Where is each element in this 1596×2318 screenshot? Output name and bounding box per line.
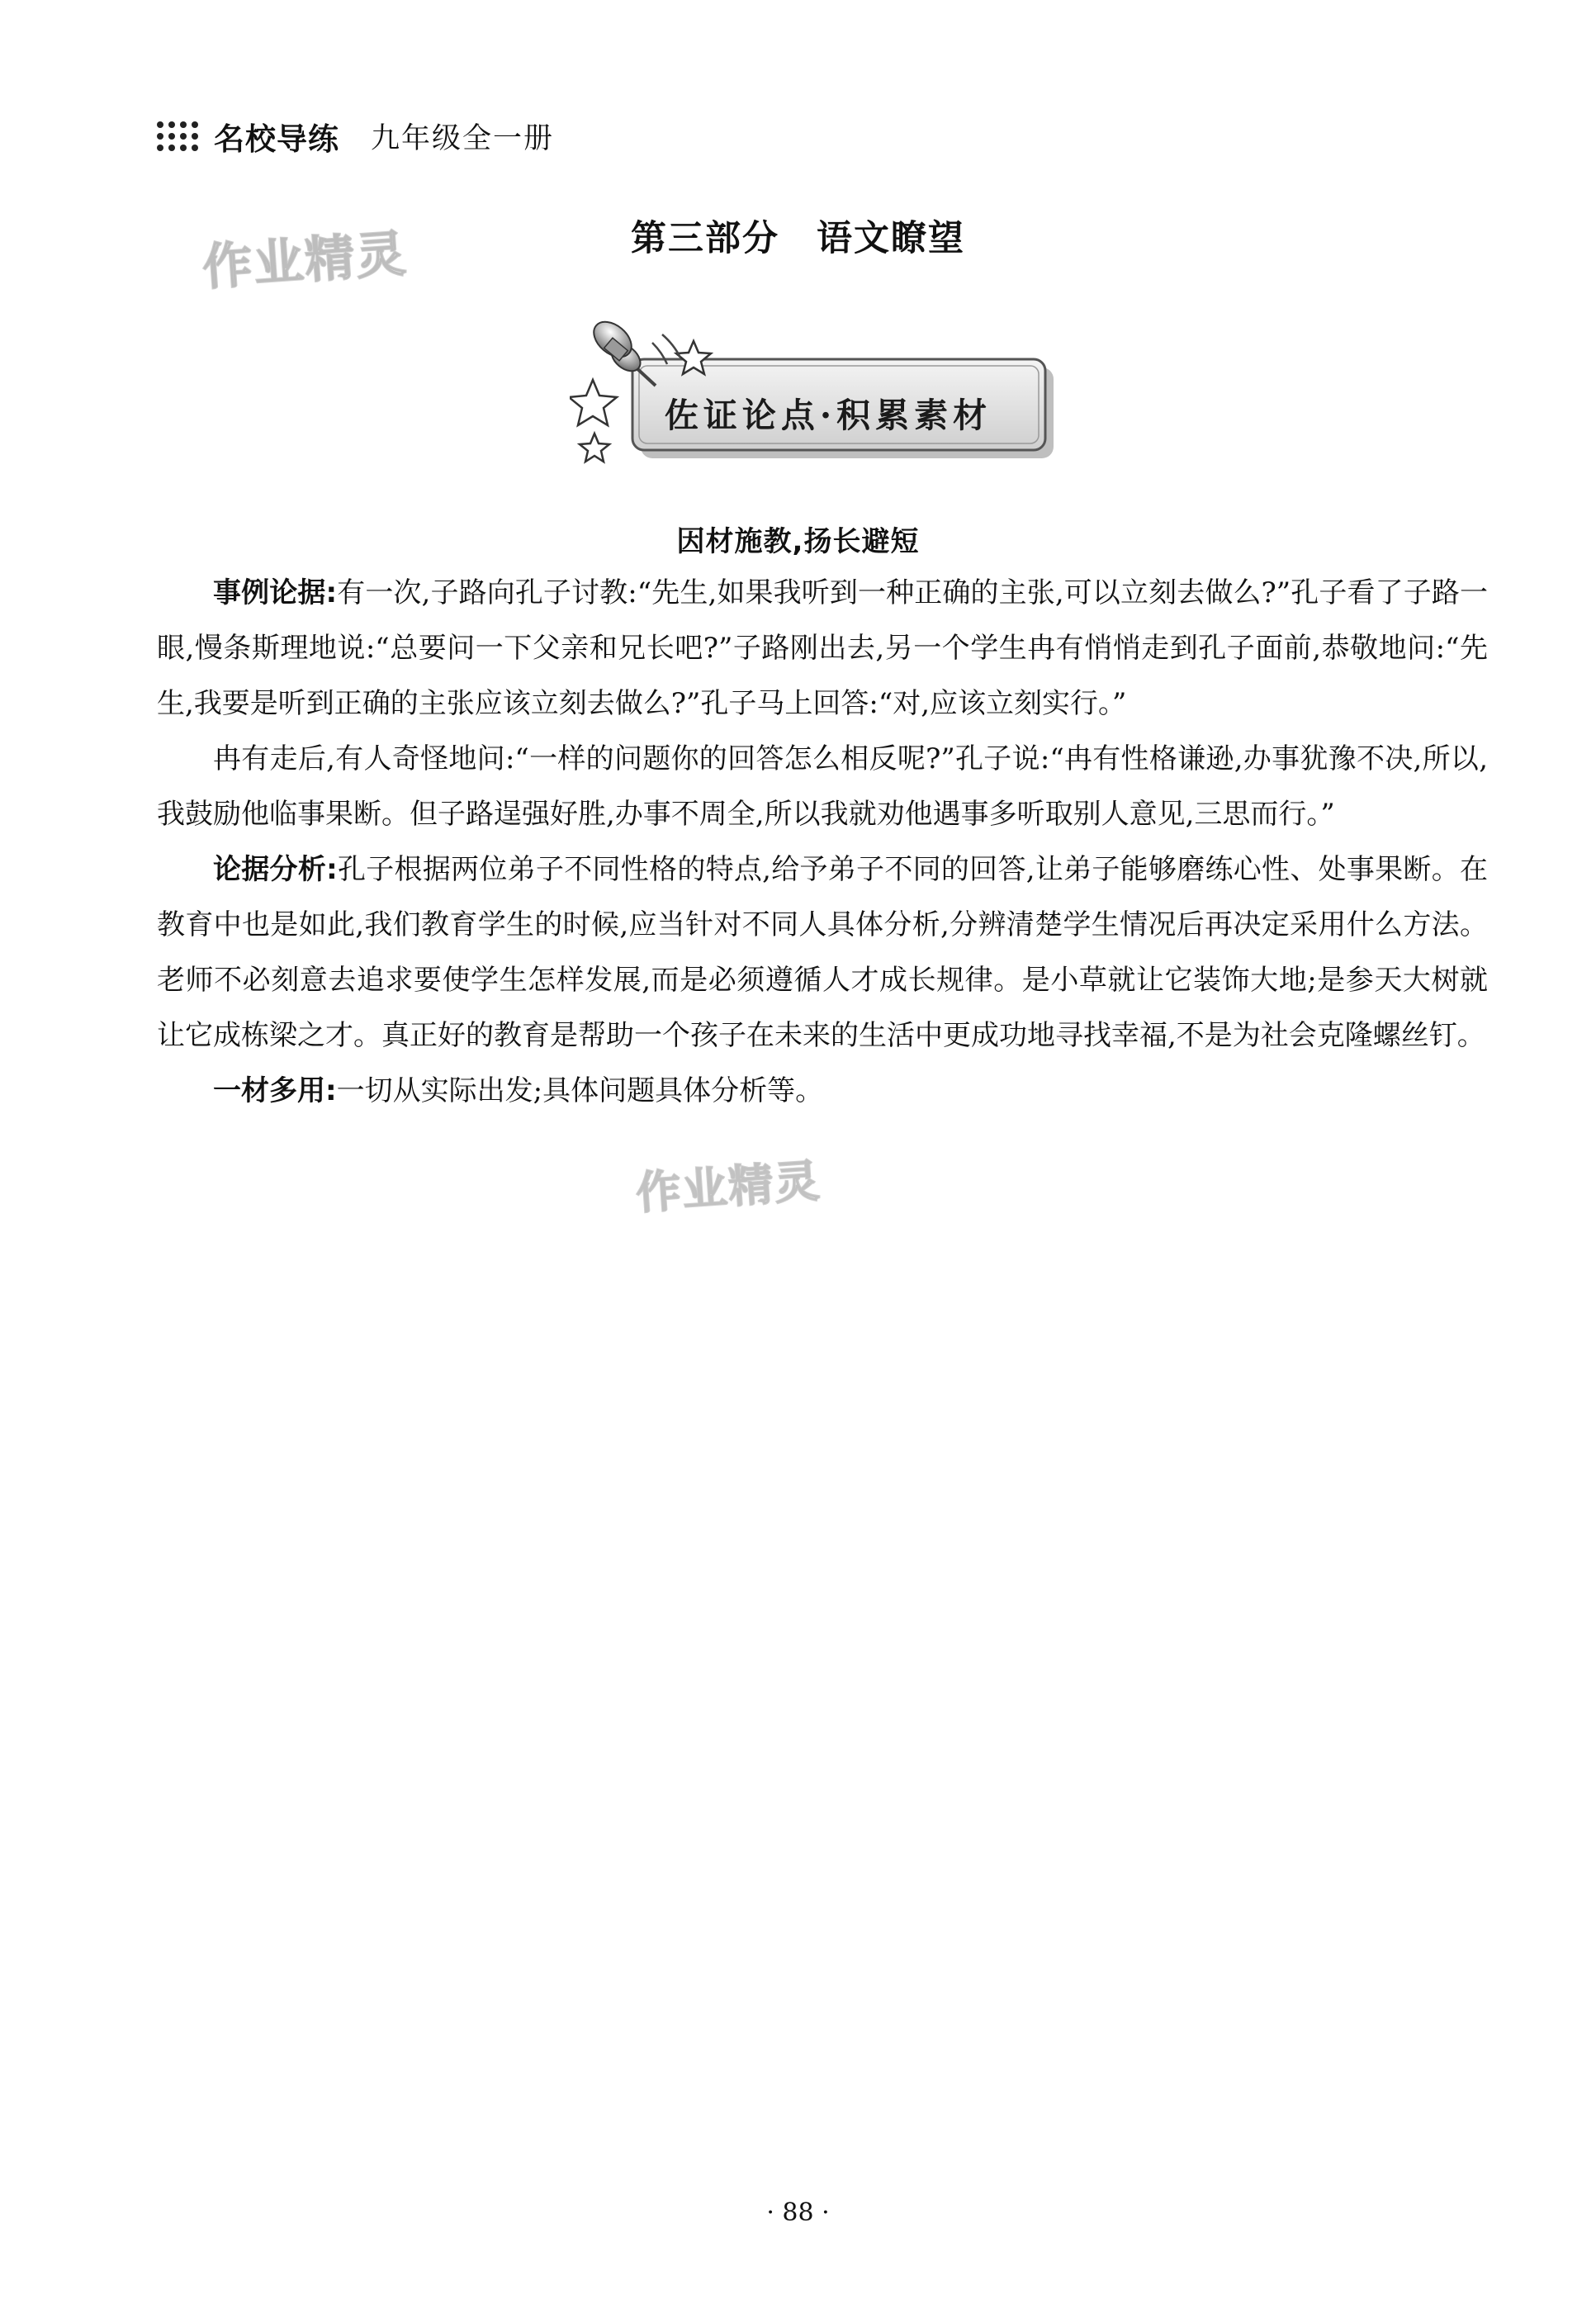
paragraph <box>157 566 1488 732</box>
article-title: 因材施教,扬长避短 <box>676 525 920 558</box>
paragraph-text: 冉有走后,有人奇怪地问:“一样的问题你的回答怎么相反呢?”孔子说:“冉有性格谦逊,办事犹豫不决,所以,我鼓励他临事果断。但子路逞强好胜,办事不周全,所以我就劝他遇事多听取别人意见,三思而行。” <box>157 742 1488 831</box>
paragraph <box>157 1064 1488 1119</box>
paragraph-text: 孔子根据两位弟子不同性格的特点,给予弟子不同的回答,让弟子能够磨练心性、处事果断。在教育中也是如此,我们教育学生的时候,应当针对不同人具体分析,分辨清楚学生情况后再决定采用什么方法。老师不必刻意去追求要使学生怎样发展,而是必须遵循人才成长规律。是小草就让它装饰大地;是参天大树就让它成栋梁之才。真正好的教育是帮助一个孩子在未来的生活中更成功地寻找幸福,不是为社会克隆螺丝钉。 <box>157 853 1488 1052</box>
grade-label: 九年级全一册 <box>371 122 555 155</box>
multi-use-label: 一材多用: <box>213 1074 337 1107</box>
running-header <box>157 116 554 157</box>
dots-logo-icon <box>157 121 199 152</box>
paragraph <box>157 842 1488 1064</box>
analysis-label: 论据分析: <box>213 853 338 886</box>
case-evidence-label: 事例论据: <box>213 576 338 609</box>
paragraph-text: 一切从实际出发;具体问题具体分析等。 <box>336 1074 824 1107</box>
part-label: 第三部分 <box>631 218 779 259</box>
paragraph-text: 有一次,子路向孔子讨教:“先生,如果我听到一种正确的主张,可以立刻去做么?”孔子看了子路一眼,慢条斯理地说:“总要问一下父亲和兄长吧?”子路刚出去,另一个学生冉有悄悄走到孔子面前,恭敬地问:“先生,我要是听到正确的主张应该立刻去做么?”孔子马上回答:“对,应该立刻实行。” <box>157 576 1488 720</box>
part-name: 语文瞭望 <box>817 218 965 259</box>
watermark: 作业精灵 <box>201 225 410 297</box>
part-title <box>0 211 1596 261</box>
pushpin-icon <box>587 315 656 386</box>
article-body <box>157 566 1488 1119</box>
page-number: · 88 · <box>766 2198 830 2227</box>
paragraph <box>157 732 1488 842</box>
watermark: 作业精灵 <box>634 1154 823 1220</box>
book-name: 名校导练 <box>214 121 339 157</box>
banner-title: 佐证论点·积累素材 <box>664 396 992 435</box>
